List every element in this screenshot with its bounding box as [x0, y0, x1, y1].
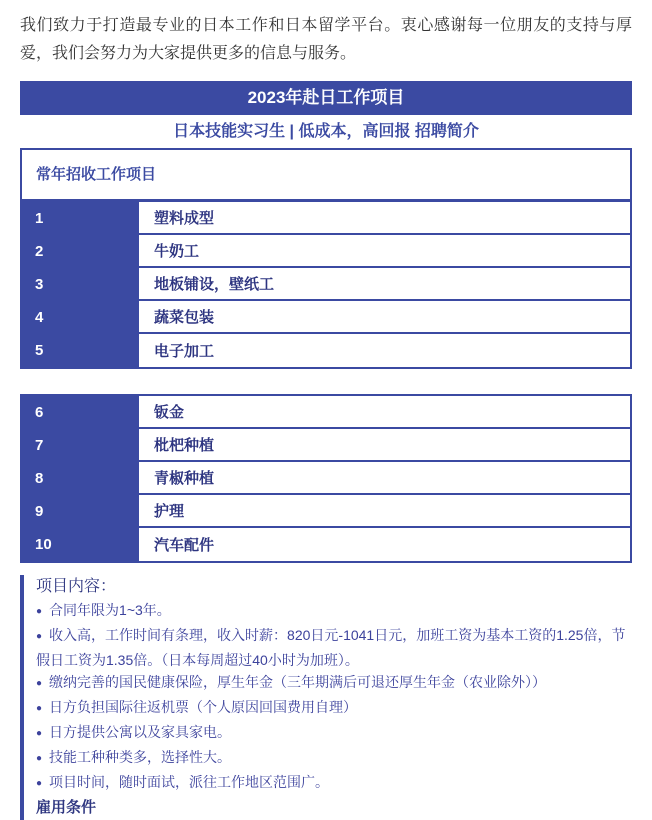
job-table-group2: [20, 394, 632, 563]
table-row: [22, 268, 630, 301]
job-name: 汽车配件: [154, 537, 215, 554]
table-row: [22, 235, 630, 268]
job-name: 青椒种植: [139, 462, 630, 495]
bullet-dot-icon: ●: [36, 606, 43, 617]
bullet-dot-icon: ●: [36, 703, 43, 714]
bullet-dot-icon: ●: [36, 678, 43, 689]
job-name: 护理: [139, 495, 630, 528]
table-row: [22, 429, 630, 462]
bullet-item: [36, 624, 632, 671]
bullet-dot-icon: ●: [36, 778, 43, 789]
row-number: 4: [22, 301, 139, 334]
bullet-item: [36, 696, 632, 721]
job-table-group1: [20, 148, 632, 369]
section-title: 项目内容：: [36, 578, 117, 595]
bullet-dot-icon: ●: [36, 631, 43, 642]
table-row: [22, 396, 630, 429]
project-content-section: [20, 575, 632, 820]
bullet-item: [36, 721, 632, 746]
row-number: 9: [22, 495, 139, 528]
intro-text: 我们致力于打造最专业的日本工作和日本留学平台。衷心感谢每一位朋友的支持与厚爱，我们会努力为大家提供更多的信息与服务。: [20, 17, 632, 62]
bullet-dot-icon: ●: [36, 753, 43, 764]
row-number: 1: [22, 202, 139, 235]
banner-title: 2023年赴日工作项目: [20, 81, 632, 115]
bullet-text: 收入高，工作时间有条理，收入时薪：820日元-1041日元，加班工资为基本工资的1.25倍，节假日工资为1.35倍。（日本每周超过40小时为加班）。: [36, 627, 626, 668]
row-number: 2: [22, 235, 139, 268]
subtitle: 日本技能实习生 | 低成本，高回报 招聘简介: [173, 123, 479, 140]
table-row: [22, 528, 630, 561]
job-name: 牛奶工: [139, 235, 630, 268]
bullet-item: [36, 671, 632, 696]
row-number: 7: [22, 429, 139, 462]
bullet-text: 日方负担国际往返机票（个人原因回国费用自理）: [49, 699, 358, 715]
employment-conditions-heading: 雇用条件: [36, 799, 97, 816]
row-number: 3: [22, 268, 139, 301]
row-number: 5: [22, 334, 139, 367]
table-row: [22, 301, 630, 334]
row-number: 6: [22, 396, 139, 429]
job-name: 枇杷种植: [139, 429, 630, 462]
bullet-text: 项目时间，随时面试，派往工作地区范围广。: [49, 774, 330, 790]
job-name: 地板铺设，壁纸工: [139, 268, 630, 301]
table-row: [22, 202, 630, 235]
bullet-item: [36, 599, 632, 624]
job-name: 蔬菜包装: [139, 301, 630, 334]
bullet-text: 日方提供公寓以及家具家电。: [49, 724, 232, 740]
bullet-dot-icon: ●: [36, 728, 43, 739]
table-row: [22, 462, 630, 495]
job-name: 塑料成型: [139, 202, 630, 235]
bullet-text: 缴纳完善的国民健康保险，厚生年金（三年期满后可退还厚生年金（农业除外））: [49, 674, 547, 690]
table-header: 常年招收工作项目: [22, 150, 630, 202]
bullet-item: [36, 746, 632, 771]
job-name: 钣金: [139, 396, 630, 429]
bullet-text: 合同年限为1~3年。: [49, 602, 171, 618]
table-row: [22, 334, 630, 367]
job-name: 电子加工: [154, 343, 215, 360]
bullet-text: 技能工种种类多，选择性大。: [49, 749, 232, 765]
bullet-item: [36, 771, 632, 796]
row-number: 10: [22, 528, 139, 561]
row-number: 8: [22, 462, 139, 495]
table-row: [22, 495, 630, 528]
